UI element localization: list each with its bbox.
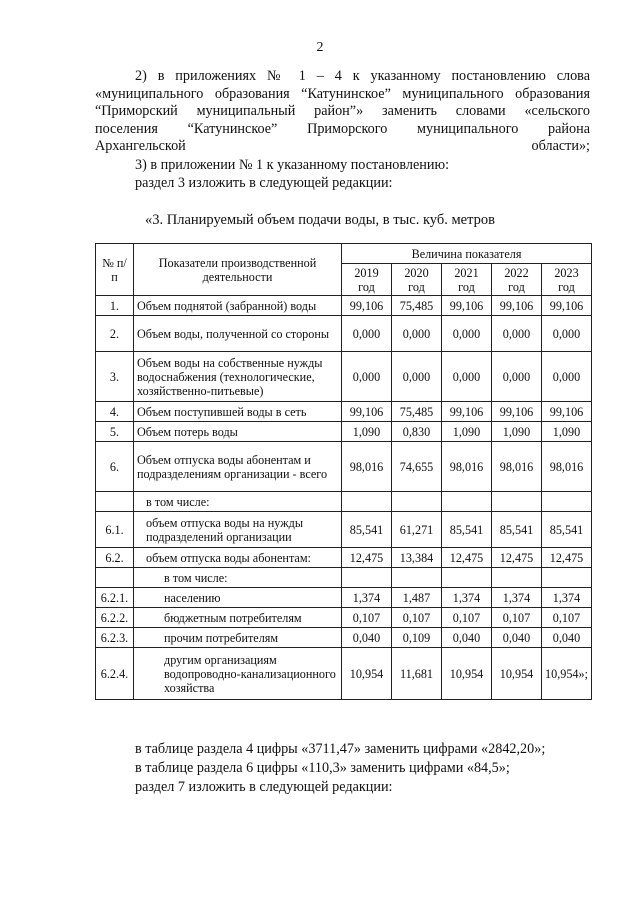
table-row (96, 422, 592, 442)
header-indicator: Показатели производственной деятельности (134, 244, 342, 296)
table-row (96, 568, 592, 588)
row-value: 12,475 (542, 548, 592, 568)
row-value: 1,090 (342, 422, 392, 442)
row-value: 12,475 (492, 548, 542, 568)
row-value: 0,830 (392, 422, 442, 442)
row-value: 12,475 (442, 548, 492, 568)
row-indicator: Объем воды на собственные нужды водоснабжения (технологические, хозяйственно-питьевые) (134, 352, 342, 402)
row-value: 1,374 (542, 588, 592, 608)
row-value: 0,109 (392, 628, 442, 648)
row-indicator: Объем потерь воды (134, 422, 342, 442)
row-value: 0,000 (342, 352, 392, 402)
row-number: 5. (96, 422, 134, 442)
row-value: 75,485 (392, 402, 442, 422)
row-value: 99,106 (542, 296, 592, 316)
row-indicator: Объем отпуска воды абонентам и подразделениям организации - всего (134, 442, 342, 492)
row-value (392, 492, 442, 512)
row-value: 0,040 (492, 628, 542, 648)
row-number: 6.2. (96, 548, 134, 568)
row-number: 6.2.2. (96, 608, 134, 628)
row-value (342, 492, 392, 512)
row-value: 12,475 (342, 548, 392, 568)
row-value: 0,000 (542, 352, 592, 402)
row-value: 61,271 (392, 512, 442, 548)
row-number: 6.2.4. (96, 648, 134, 700)
row-value: 99,106 (342, 402, 392, 422)
row-value: 0,000 (442, 316, 492, 352)
paragraph-1-line: поселения “Катунинское” Приморского муниципального района (95, 120, 590, 137)
row-value: 1,090 (492, 422, 542, 442)
row-value: 10,954»; (542, 648, 592, 700)
paragraph-1-line: “Приморский муниципальный район”» заменить словами «сельского (95, 103, 590, 120)
table-row (96, 492, 592, 512)
paragraph-1 (95, 68, 590, 156)
row-indicator: прочим потребителям (134, 628, 342, 648)
row-value: 75,485 (392, 296, 442, 316)
row-value: 99,106 (342, 296, 392, 316)
row-indicator: Объем поднятой (забранной) воды (134, 296, 342, 316)
row-number: 4. (96, 402, 134, 422)
water-supply-table (95, 243, 592, 700)
row-value: 85,541 (342, 512, 392, 548)
row-value: 0,107 (442, 608, 492, 628)
row-value: 10,954 (342, 648, 392, 700)
row-value: 1,090 (442, 422, 492, 442)
row-indicator: населению (134, 588, 342, 608)
row-value: 0,040 (342, 628, 392, 648)
paragraph-2: 3) в приложении № 1 к указанному постановлению: (135, 157, 450, 173)
row-value: 99,106 (492, 402, 542, 422)
row-indicator: объем отпуска воды абонентам: (134, 548, 342, 568)
row-value: 0,000 (542, 316, 592, 352)
row-number: 6.2.3. (96, 628, 134, 648)
row-value: 0,107 (392, 608, 442, 628)
row-value: 0,000 (392, 352, 442, 402)
row-indicator: объем отпуска воды на нужды подразделений организации (134, 512, 342, 548)
row-value (442, 492, 492, 512)
row-value: 1,090 (542, 422, 592, 442)
row-number: 6. (96, 442, 134, 492)
table-row (96, 648, 592, 700)
row-number: 6.1. (96, 512, 134, 548)
row-value: 0,107 (542, 608, 592, 628)
page-number: 2 (316, 40, 324, 55)
row-value: 0,000 (492, 352, 542, 402)
table-row (96, 512, 592, 548)
row-value (442, 568, 492, 588)
row-value (492, 568, 542, 588)
row-value: 85,541 (442, 512, 492, 548)
header-year: 2023 год (542, 264, 592, 296)
row-value: 99,106 (492, 296, 542, 316)
table-row (96, 316, 592, 352)
row-value: 11,681 (392, 648, 442, 700)
row-value: 85,541 (492, 512, 542, 548)
row-number: 2. (96, 316, 134, 352)
row-number (96, 492, 134, 512)
table-row (96, 628, 592, 648)
table-row (96, 296, 592, 316)
row-indicator: Объем воды, полученной со стороны (134, 316, 342, 352)
header-year: 2021 год (442, 264, 492, 296)
row-value: 0,000 (492, 316, 542, 352)
row-number: 1. (96, 296, 134, 316)
row-indicator: другим организациям водопроводно-канализационного хозяйства (134, 648, 342, 700)
table-row (96, 442, 592, 492)
row-value (542, 492, 592, 512)
paragraph-3: раздел 3 изложить в следующей редакции: (135, 175, 393, 191)
header-value-group: Величина показателя (342, 244, 592, 264)
row-value: 1,374 (492, 588, 542, 608)
table-row (96, 608, 592, 628)
row-indicator: в том числе: (134, 492, 342, 512)
row-value: 0,040 (542, 628, 592, 648)
table-row (96, 548, 592, 568)
row-value: 13,384 (392, 548, 442, 568)
header-year: 2019 год (342, 264, 392, 296)
closing-instructions (135, 740, 605, 797)
row-value: 1,374 (342, 588, 392, 608)
row-value: 99,106 (442, 296, 492, 316)
row-value: 0,000 (442, 352, 492, 402)
row-value: 10,954 (492, 648, 542, 700)
row-value: 0,107 (492, 608, 542, 628)
row-value: 98,016 (542, 442, 592, 492)
header-number: № п/п (96, 244, 134, 296)
row-value: 98,016 (492, 442, 542, 492)
instruction-line: раздел 7 изложить в следующей редакции: (135, 779, 393, 795)
table-row (96, 402, 592, 422)
paragraph-1-line: «муниципального образования “Катунинское” муниципального образования (95, 85, 590, 102)
header-year: 2020 год (392, 264, 442, 296)
paragraph-1-line: Архангельской области»; (95, 138, 590, 155)
row-number (96, 568, 134, 588)
row-value (392, 568, 442, 588)
row-value (492, 492, 542, 512)
row-value: 0,000 (392, 316, 442, 352)
instruction-line: в таблице раздела 4 цифры «3711,47» заменить цифрами «2842,20»; (135, 741, 546, 757)
row-indicator: в том числе: (134, 568, 342, 588)
row-indicator: Объем поступившей воды в сеть (134, 402, 342, 422)
row-value: 1,374 (442, 588, 492, 608)
table-row (96, 352, 592, 402)
paragraph-1-line: 2) в приложениях № 1 – 4 к указанному постановлению слова (135, 68, 590, 84)
row-number: 6.2.1. (96, 588, 134, 608)
row-value: 98,016 (442, 442, 492, 492)
row-value: 74,655 (392, 442, 442, 492)
row-indicator: бюджетным потребителям (134, 608, 342, 628)
row-value: 1,487 (392, 588, 442, 608)
row-value: 0,000 (342, 316, 392, 352)
row-value: 0,040 (442, 628, 492, 648)
row-value: 85,541 (542, 512, 592, 548)
row-value: 10,954 (442, 648, 492, 700)
table-row (96, 588, 592, 608)
row-value: 99,106 (542, 402, 592, 422)
instruction-line: в таблице раздела 6 цифры «110,3» заменить цифрами «84,5»; (135, 760, 510, 776)
row-value: 98,016 (342, 442, 392, 492)
row-number: 3. (96, 352, 134, 402)
header-year: 2022 год (492, 264, 542, 296)
row-value (542, 568, 592, 588)
row-value: 99,106 (442, 402, 492, 422)
row-value: 0,107 (342, 608, 392, 628)
table-caption: «3. Планируемый объем подачи воды, в тыс. куб. метров (145, 212, 495, 228)
row-value (342, 568, 392, 588)
